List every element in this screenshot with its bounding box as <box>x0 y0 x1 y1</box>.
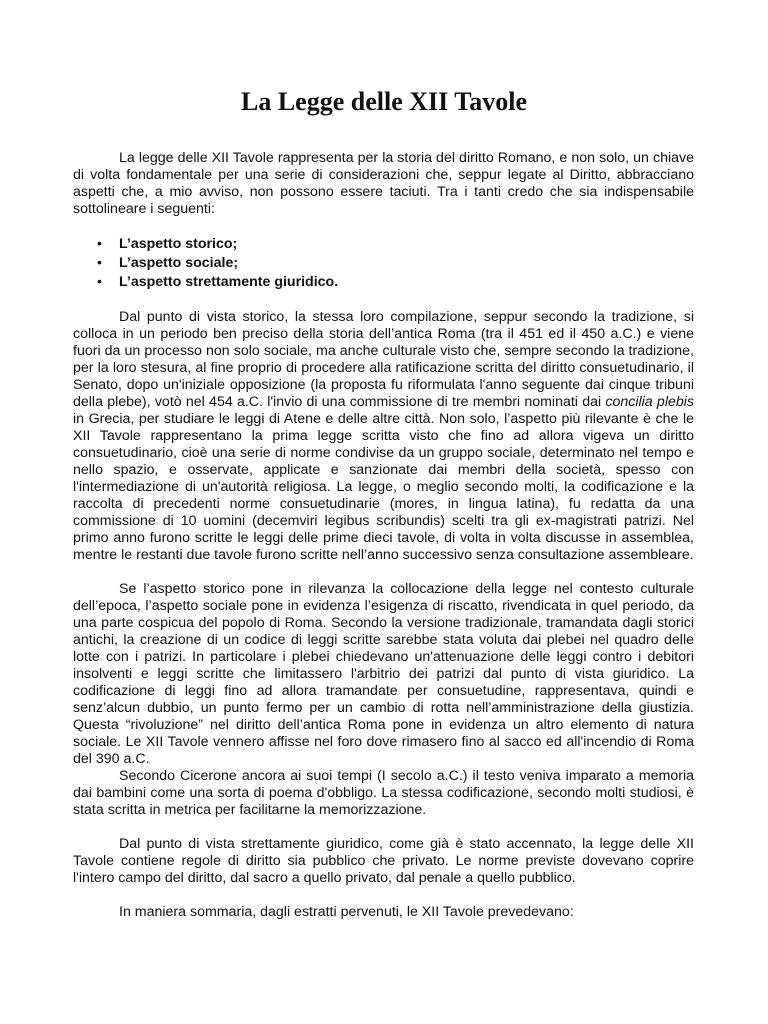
list-item <box>97 235 694 254</box>
intro-paragraph: La legge delle XII Tavole rappresenta per la storia del diritto Romano, e non solo, un chiave di volta fondamentale per una serie di considerazioni che, seppur legate al Diritto, abbracciano aspetti che, a mio avviso, non possono essere taciuti. Tra i tanti credo che sia indispensabile sottolineare i seguenti: <box>73 150 694 217</box>
list-item-text: L’aspetto storico; <box>119 236 238 252</box>
historical-text-b: in Grecia, per studiare le leggi di Atene e delle altre città. Non solo, l’aspetto più rilevante è che le XII Tavole rappresentano la prima legge scritta visto che fino ad allora vigeva un diritto consuetudinario, cioè una serie di norme condivise da un gruppo sociale, determinato nel tempo e nello spazio, e osservate, applicate e sanzionate dai membri della società, spesso con l'intermediazione di un'autorità religiosa. La legge, o meglio secondo molti, la codificazione e la raccolta di precedenti norme consuetudinarie (mores, in lingua latina), fu redatta da una commissione di 10 uomini (decemviri legibus scribundis) scelti tra gli ex-magistrati patrizi. Nel primo anno furono scritte le leggi delle prime dieci tavole, di volta in volta discusse in assemblea, mentre le restanti due tavole furono scritte nell’anno successivo senza consultazione assembleare. <box>73 411 694 563</box>
cicero-paragraph: Secondo Cicerone ancora ai suoi tempi (I secolo a.C.) il testo veniva imparato a memoria dai bambini come una sorta di poema d'obbligo. La stessa codificazione, secondo molti studiosi, è stata scritta in metrica per facilitarne la memorizzazione. <box>73 768 694 818</box>
document-body <box>73 150 694 921</box>
document-title: La Legge delle XII Tavole <box>240 87 527 116</box>
bullet-icon: • <box>97 255 102 271</box>
historical-paragraph <box>73 309 694 564</box>
social-paragraph: Se l’aspetto storico pone in rilevanza la collocazione della legge nel contesto culturale dell’epoca, l’aspetto sociale pone in evidenza l’esigenza di riscatto, rivendicata in quel periodo, da una parte cospicua del popolo di Roma. Secondo la versione tradizionale, tramandata dagli storici antichi, la creazione di un codice di leggi scritte sarebbe stata voluta dai plebei nel quadro delle lotte con i patrizi. In particolare i plebei chiedevano un'attenuazione delle leggi contro i debitori insolventi e leggi scritte che limitassero l'arbitrio dei patrizi dal punto di vista giuridico. La codificazione di leggi fino ad allora tramandate per consuetudine, rappresentava, quindi e senz’alcun dubbio, un punto fermo per un cambio di rotta nell’amministrazione della giustizia. Questa “rivoluzione” nel diritto dell’antica Roma pone in evidenza un altro elemento di natura sociale. Le XII Tavole vennero affisse nel foro dove rimasero fino al sacco ed all'incendio di Roma del 390 a.C. <box>73 581 694 767</box>
juridical-paragraph: Dal punto di vista strettamente giuridico, come già è stato accennato, la legge delle XII Tavole contiene regole di diritto sia pubblico che privato. Le norme previste dovevano coprire l'intero campo del diritto, dal sacro a quello privato, dal penale a quello pubblico. <box>73 836 694 886</box>
aspects-list <box>73 235 694 292</box>
bullet-icon: • <box>97 236 102 252</box>
historical-italic-term: concilia plebis <box>605 394 694 410</box>
list-item-text: L’aspetto sociale; <box>119 255 239 271</box>
list-item <box>97 273 694 292</box>
bullet-icon: • <box>97 274 102 290</box>
historical-text-a: Dal punto di vista storico, la stessa loro compilazione, seppur secondo la tradizione, si colloca in un periodo ben preciso della storia dell’antica Roma (tra il 451 ed il 450 a.C.) e viene fuori da un processo non solo sociale, ma anche culturale visto che, sempre secondo la tradizione, per la loro stesura, al fine proprio di procedere alla ratificazione scritta del diritto consuetudinario, il Senato, dopo un'iniziale opposizione (la proposta fu riformulata l'anno seguente dai cinque tribuni della plebe), votò nel 454 a.C. l'invio di una commissione di tre membri nominati dai <box>73 309 694 410</box>
summary-paragraph: In maniera sommaria, dagli estratti pervenuti, le XII Tavole prevedevano: <box>119 904 574 920</box>
list-item <box>97 254 694 273</box>
list-item-text: L’aspetto strettamente giuridico. <box>119 274 339 290</box>
